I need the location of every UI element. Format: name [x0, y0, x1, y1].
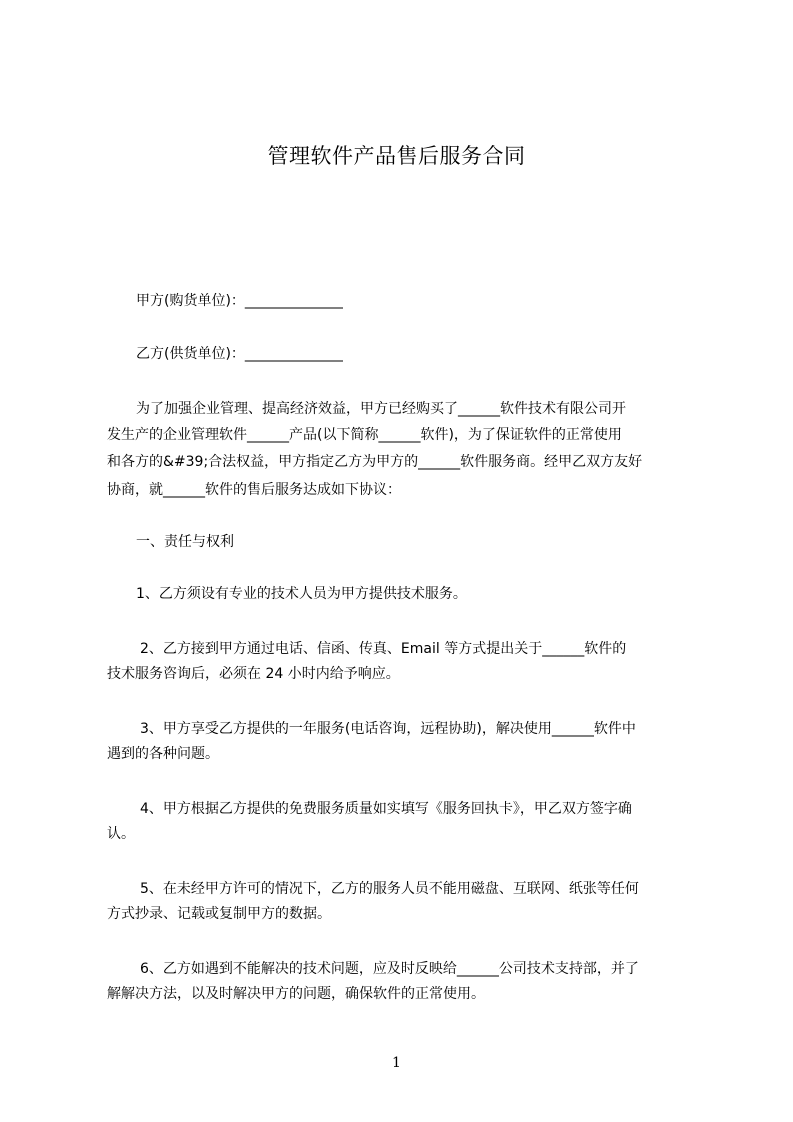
clause-line: 认。 — [107, 826, 135, 842]
clause-line: 5、在未经甲方许可的情况下，乙方的服务人员不能用磁盘、互联网、纸张等任何 — [140, 881, 639, 897]
party-b-line: 乙方(供货单位)：______________ — [136, 346, 343, 362]
intro-line: 协商，就______软件的售后服务达成如下协议： — [107, 482, 401, 498]
intro-line: 和各方的&#39;合法权益，甲方指定乙方为甲方的______软件服务商。经甲乙双方友好 — [107, 454, 643, 470]
clause-line: 解解决方法，以及时解决甲方的问题，确保软件的正常使用。 — [107, 986, 485, 1002]
document-title: 管理软件产品售后服务合同 — [267, 144, 526, 168]
party-a-line: 甲方(购货单位)：______________ — [136, 293, 343, 309]
clause-line: 方式抄录、记载或复制甲方的数据。 — [107, 906, 331, 922]
clause-line: 4、甲方根据乙方提供的免费服务质量如实填写《服务回执卡》，甲乙双方签字确 — [140, 801, 632, 817]
clause-line: 3、甲方享受乙方提供的一年服务(电话咨询，远程协助)，解决使用______软件中 — [140, 721, 636, 737]
clause-line: 6、乙方如遇到不能解决的技术问题，应及时反映给______公司技术支持部，并了 — [140, 961, 639, 977]
section-heading: 一、责任与权利 — [136, 534, 234, 550]
page-number: 1 — [392, 1055, 401, 1071]
intro-line: 发生产的企业管理软件______产品(以下简称______软件)，为了保证软件的正常使用 — [107, 427, 622, 443]
clause-line: 遇到的各种问题。 — [107, 746, 219, 762]
clause-line: 1、乙方须设有专业的技术人员为甲方提供技术服务。 — [136, 586, 467, 602]
clause-line: 技术服务咨询后，必须在 24 小时内给予响应。 — [107, 666, 400, 682]
clause-line: 2、乙方接到甲方通过电话、信函、传真、Email 等方式提出关于______软件的 — [140, 641, 627, 657]
intro-line: 为了加强企业管理、提高经济效益，甲方已经购买了______软件技术有限公司开 — [136, 401, 626, 417]
